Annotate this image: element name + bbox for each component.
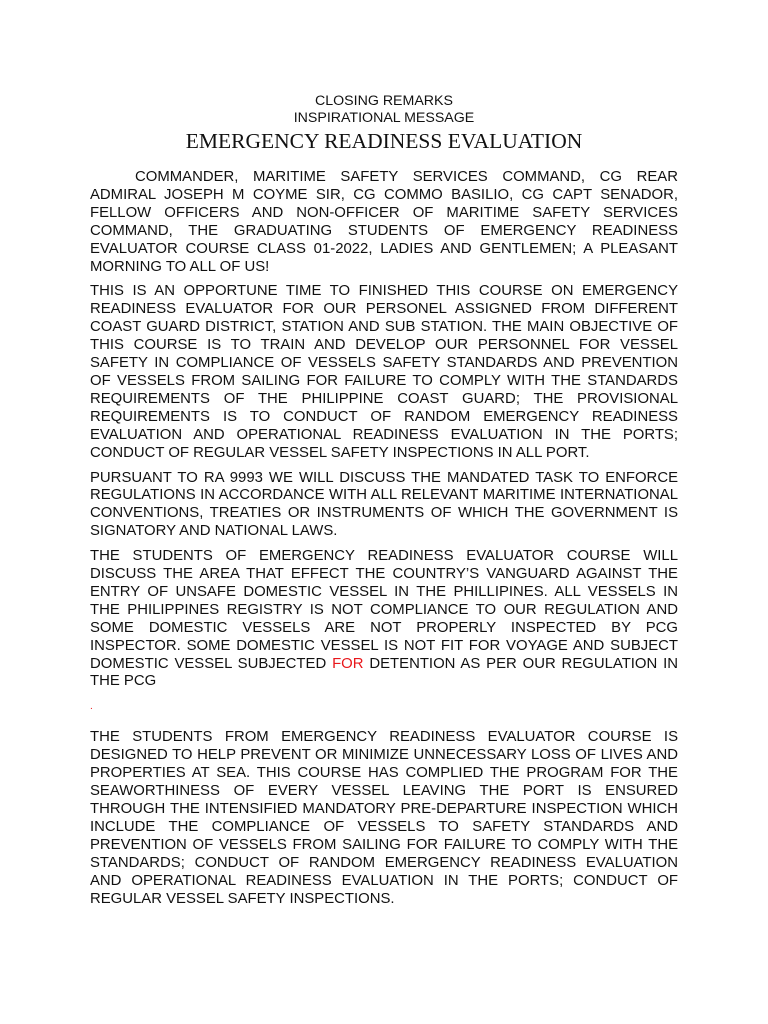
highlighted-word-for: FOR bbox=[332, 655, 364, 672]
paragraph-course-design: THE STUDENTS FROM EMERGENCY READINESS EVALUATOR COURSE IS DESIGNED TO HELP PREVENT OR MINIMIZE UNNECESSARY LOSS OF LIVES AND PROPERTIES AT SEA. THIS COURSE HAS COMPLIED THE PROGRAM FOR THE SEAWORTHINESS OF EVERY VESSEL LEAVING THE PORT IS ENSURED THROUGH THE INTENSIFIED MANDATORY PRE-DEPARTURE INSPECTION WHICH INCLUDE THE COMPLIANCE OF VESSELS TO SAFETY STANDARDS AND PREVENTION OF VESSELS FROM SAILING FOR FAILURE TO COMPLY WITH THE STANDARDS; CONDUCT OF RANDOM EMERGENCY READINESS EVALUATION AND OPERATIONAL READINESS EVALUATION IN THE PORTS; CONDUCT OF REGULAR VESSEL SAFETY INSPECTIONS. bbox=[90, 729, 678, 907]
heading-inspirational-message: INSPIRATIONAL MESSAGE bbox=[293, 110, 475, 126]
document-title: EMERGENCY READINESS EVALUATION bbox=[185, 129, 583, 153]
red-dot-mark: . bbox=[90, 701, 93, 713]
paragraph-opportune-time: THIS IS AN OPPORTUNE TIME TO FINISHED THIS COURSE ON EMERGENCY READINESS EVALUATOR FOR OUR PERSONEL ASSIGNED FROM DIFFERENT COAST GUARD DISTRICT, STATION AND SUB STATION. THE MAIN OBJECTIVE OF THIS COURSE IS TO TRAIN AND DEVELOP OUR PERSONNEL FOR VESSEL SAFETY IN COMPLIANCE OF VESSELS SAFETY STANDARDS AND PREVENTION OF VESSELS FROM SAILING FOR FAILURE TO COMPLY WITH THE STANDARDS REQUIREMENTS OF THE PHILIPPINE COAST GUARD; THE PROVISIONAL REQUIREMENTS IS TO CONDUCT OF RANDOM EMERGENCY READINESS EVALUATION AND OPERATIONAL READINESS EVALUATION IN THE PORTS; CONDUCT OF REGULAR VESSEL SAFETY INSPECTIONS IN ALL PORT. bbox=[90, 283, 678, 461]
heading-closing-remarks: CLOSING REMARKS bbox=[315, 93, 453, 109]
paragraph-students-discuss-end: DETENTION AS PER OUR REGULATION IN THE PCG bbox=[90, 655, 679, 690]
paragraph-ra-9993: PURSUANT TO RA 9993 WE WILL DISCUSS THE MANDATED TASK TO ENFORCE REGULATIONS IN ACCORDANCE WITH ALL RELEVANT MARITIME INTERNATIONAL CONVENTIONS, TREATIES OR INSTRUMENTS OF WHICH THE GOVERNMENT IS SIGNATORY AND NATIONAL LAWS. bbox=[90, 469, 678, 540]
paragraph-students-discuss bbox=[90, 548, 678, 691]
document-page bbox=[90, 93, 678, 915]
paragraph-salutation: COMMANDER, MARITIME SAFETY SERVICES COMMAND, CG REAR ADMIRAL JOSEPH M COYME SIR, CG COMMO BASILIO, CG CAPT SENADOR, FELLOW OFFICERS AND NON-OFFICER OF MARITIME SAFETY SERVICES COMMAND, THE GRADUATING STUDENTS OF EMERGENCY READINESS EVALUATOR COURSE CLASS 01-2022, LADIES AND GENTLEMEN; A PLEASANT MORNING TO ALL OF US! bbox=[90, 169, 678, 275]
paragraph-students-discuss-text: THE STUDENTS OF EMERGENCY READINESS EVALUATOR COURSE WILL DISCUSS THE AREA THAT EFFECT THE COUNTRY’S VANGUARD AGAINST THE ENTRY OF UNSAFE DOMESTIC VESSEL IN THE PHILLIPINES. ALL VESSELS IN THE PHILIPPINES REGISTRY IS NOT COMPLIANCE TO OUR REGULATION AND SOME DOMESTIC VESSELS ARE NOT PROPERLY INSPECTED BY PCG INSPECTOR. SOME DOMESTIC VESSEL IS NOT FIT FOR VOYAGE AND SUBJECT DOMESTIC VESSEL SUBJECTED bbox=[90, 548, 678, 672]
